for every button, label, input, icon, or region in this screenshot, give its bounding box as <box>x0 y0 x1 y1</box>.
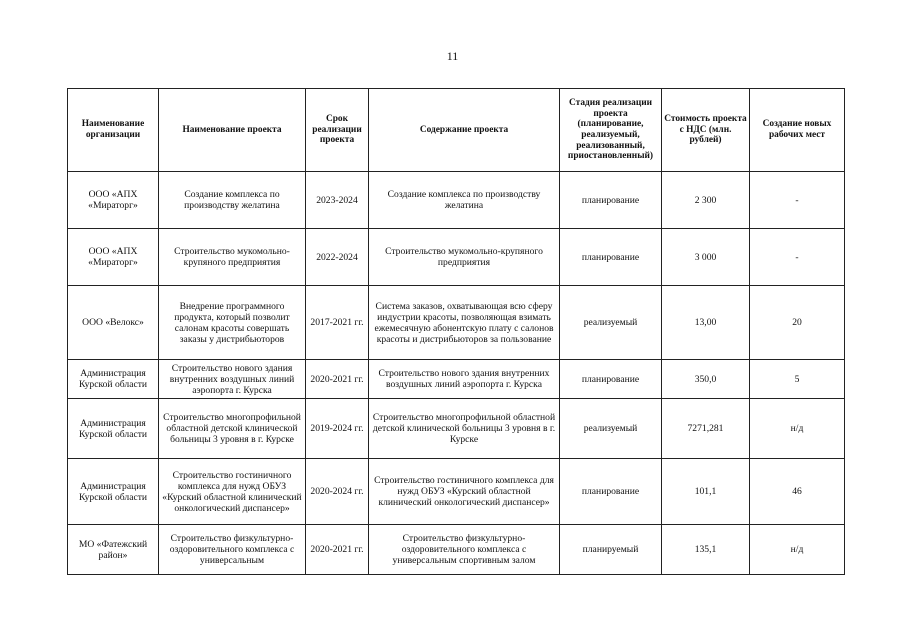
table-row <box>68 172 845 229</box>
cell-jobs: 5 <box>750 360 845 399</box>
cell-cost: 2 300 <box>662 172 750 229</box>
cell-organization: Администрация Курской области <box>68 459 159 525</box>
cell-stage: планирование <box>560 229 662 286</box>
cell-stage: планирование <box>560 360 662 399</box>
cell-project-name: Строительство нового здания внутренних воздушных линий аэропорта г. Курска <box>159 360 306 399</box>
cell-stage: планирование <box>560 459 662 525</box>
cell-content: Строительство мукомольно-крупяного предприятия <box>369 229 560 286</box>
cell-organization: ООО «АПХ «Мираторг» <box>68 172 159 229</box>
cell-content: Строительство многопрофильной областной детской клинической больницы 3 уровня в г. Курске <box>369 399 560 459</box>
cell-organization: МО «Фатежский район» <box>68 525 159 575</box>
cell-period: 2022-2024 <box>306 229 369 286</box>
table-row <box>68 399 845 459</box>
cell-project-name: Строительство физкультурно-оздоровительного комплекса с универсальным <box>159 525 306 575</box>
cell-jobs: - <box>750 229 845 286</box>
cell-project-name: Создание комплекса по производству желатина <box>159 172 306 229</box>
cell-project-name: Строительство гостиничного комплекса для нужд ОБУЗ «Курский областной клинический онкологический диспансер» <box>159 459 306 525</box>
cell-content: Создание комплекса по производству желатина <box>369 172 560 229</box>
cell-cost: 13,00 <box>662 286 750 360</box>
cell-stage: планируемый <box>560 525 662 575</box>
table-row <box>68 360 845 399</box>
cell-stage: реализуемый <box>560 399 662 459</box>
cell-jobs: - <box>750 172 845 229</box>
projects-table <box>67 88 845 575</box>
cell-organization: Администрация Курской области <box>68 360 159 399</box>
cell-jobs: 20 <box>750 286 845 360</box>
cell-organization: ООО «Велокс» <box>68 286 159 360</box>
table-header-row <box>68 89 845 172</box>
cell-organization: ООО «АПХ «Мираторг» <box>68 229 159 286</box>
table-row <box>68 459 845 525</box>
table-row <box>68 525 845 575</box>
cell-cost: 101,1 <box>662 459 750 525</box>
cell-cost: 135,1 <box>662 525 750 575</box>
cell-stage: планирование <box>560 172 662 229</box>
cell-jobs: н/д <box>750 525 845 575</box>
cell-content: Система заказов, охватывающая всю сферу индустрии красоты, позволяющая взимать ежемесячную абонентскую плату с салонов красоты и дистрибьюторов за пользование <box>369 286 560 360</box>
header-content: Содержание проекта <box>369 89 560 172</box>
cell-project-name: Строительство мукомольно-крупяного предприятия <box>159 229 306 286</box>
page-number: 11 <box>446 49 459 63</box>
header-cost: Стоимость проекта с НДС (млн. рублей) <box>662 89 750 172</box>
cell-content: Строительство гостиничного комплекса для нужд ОБУЗ «Курский областной клинический онкологический диспансер» <box>369 459 560 525</box>
cell-period: 2020-2021 гг. <box>306 360 369 399</box>
cell-period: 2020-2021 гг. <box>306 525 369 575</box>
cell-cost: 350,0 <box>662 360 750 399</box>
header-stage: Стадия реализации проекта (планирование, реализуемый, реализованный, приостановленный) <box>560 89 662 172</box>
cell-period: 2017-2021 гг. <box>306 286 369 360</box>
cell-content: Строительство нового здания внутренних воздушных линий аэропорта г. Курска <box>369 360 560 399</box>
header-organization: Наименование организации <box>68 89 159 172</box>
table-row <box>68 286 845 360</box>
table-row <box>68 229 845 286</box>
cell-stage: реализуемый <box>560 286 662 360</box>
header-project-name: Наименование проекта <box>159 89 306 172</box>
header-jobs: Создание новых рабочих мест <box>750 89 845 172</box>
cell-project-name: Строительство многопрофильной областной детской клинической больницы 3 уровня в г. Курске <box>159 399 306 459</box>
cell-cost: 3 000 <box>662 229 750 286</box>
cell-period: 2020-2024 гг. <box>306 459 369 525</box>
cell-cost: 7271,281 <box>662 399 750 459</box>
cell-period: 2019-2024 гг. <box>306 399 369 459</box>
cell-organization: Администрация Курской области <box>68 399 159 459</box>
header-period: Срок реализации проекта <box>306 89 369 172</box>
cell-period: 2023-2024 <box>306 172 369 229</box>
cell-project-name: Внедрение программного продукта, который позволит салонам красоты совершать заказы у дистрибьюторов <box>159 286 306 360</box>
cell-jobs: н/д <box>750 399 845 459</box>
cell-jobs: 46 <box>750 459 845 525</box>
cell-content: Строительство физкультурно-оздоровительного комплекса с универсальным спортивным залом <box>369 525 560 575</box>
